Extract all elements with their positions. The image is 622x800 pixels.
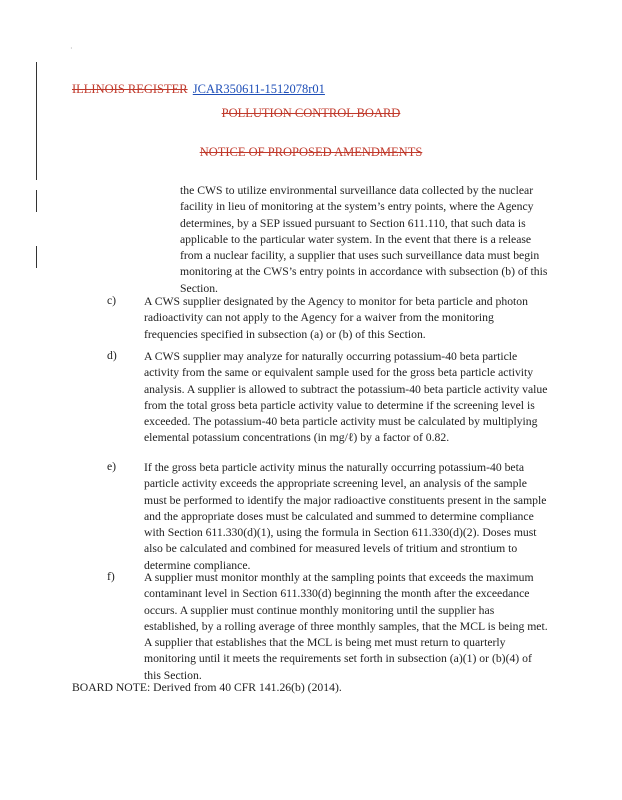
jcar-code: JCAR350611-1512078r01 — [192, 82, 325, 96]
register-title: ILLINOIS REGISTER — [72, 82, 188, 96]
item-text-d: A CWS supplier may analyze for naturally occurring potassium-40 beta particle activity from the same or equivalent sample used for the gross beta particle activity analysis. A supplier is allowed to subtract the potassium-40 beta particle activity value from the total gross beta particle activity value to determine if the screening level is exceeded. The potassium-40 beta particle activity must be calculated by multiplying elemental potassium concentrations (in mg/ℓ) by a factor of 0.82. — [144, 350, 548, 445]
item-letter-c: c) — [107, 294, 117, 307]
continuation-paragraph: the CWS to utilize environmental surveillance data collected by the nuclear facility in lieu of monitoring at the system’s entry points, where the Agency determines, by a SEP issued pursuant to Section 611.110, that such data is applicable to the particular water system. In the event that there is a release from a nuclear facility, a supplier that uses such surveillance data must begin monitoring at the CWS’s entry points in accordance with subsection (b) of this Section. — [180, 184, 548, 295]
item-letter-d: d) — [107, 349, 117, 362]
revision-bar-1 — [36, 62, 37, 180]
item-text-e: If the gross beta particle activity minus the naturally occurring potassium-40 beta particle activity exceeds the appropriate screening level, an analysis of the sample must be performed to identify the major radioactive constituents present in the sample and the appropriate doses must be calculated and summed to determine compliance with Section 611.330(d)(1), using the formula in Section 611.330(d)(2). Doses must also be calculated and combined for measured levels of tritium and strontium to determine compliance. — [144, 461, 547, 572]
board-title: POLLUTION CONTROL BOARD — [221, 106, 401, 120]
item-letter-f: f) — [107, 570, 115, 583]
revision-bar-2 — [36, 190, 37, 212]
item-text-c: A CWS supplier designated by the Agency to monitor for beta particle and photon radioactivity can not apply to the Agency for a waiver from the monitoring frequencies specified in subsection (a) or (b) of this Section. — [144, 295, 528, 341]
running-header — [72, 82, 325, 97]
revision-bar-3 — [36, 246, 37, 268]
item-letter-e: e) — [107, 460, 117, 473]
scan-mark: · — [70, 44, 73, 53]
notice-title: NOTICE OF PROPOSED AMENDMENTS — [199, 145, 423, 159]
board-note: BOARD NOTE: Derived from 40 CFR 141.26(b) (2014). — [72, 681, 342, 694]
item-text-f: A supplier must monitor monthly at the sampling points that exceeds the maximum contaminant level in Section 611.330(d) beginning the month after the exceedance occurs. A supplier must continue monthly monitoring until the supplier has established, by a rolling average of three monthly samples, that the MCL is being met. A supplier that establishes that the MCL is being met must return to quarterly monitoring until it meets the requirements set forth in subsection (a)(1) or (b)(4) of this Section. — [144, 571, 548, 682]
